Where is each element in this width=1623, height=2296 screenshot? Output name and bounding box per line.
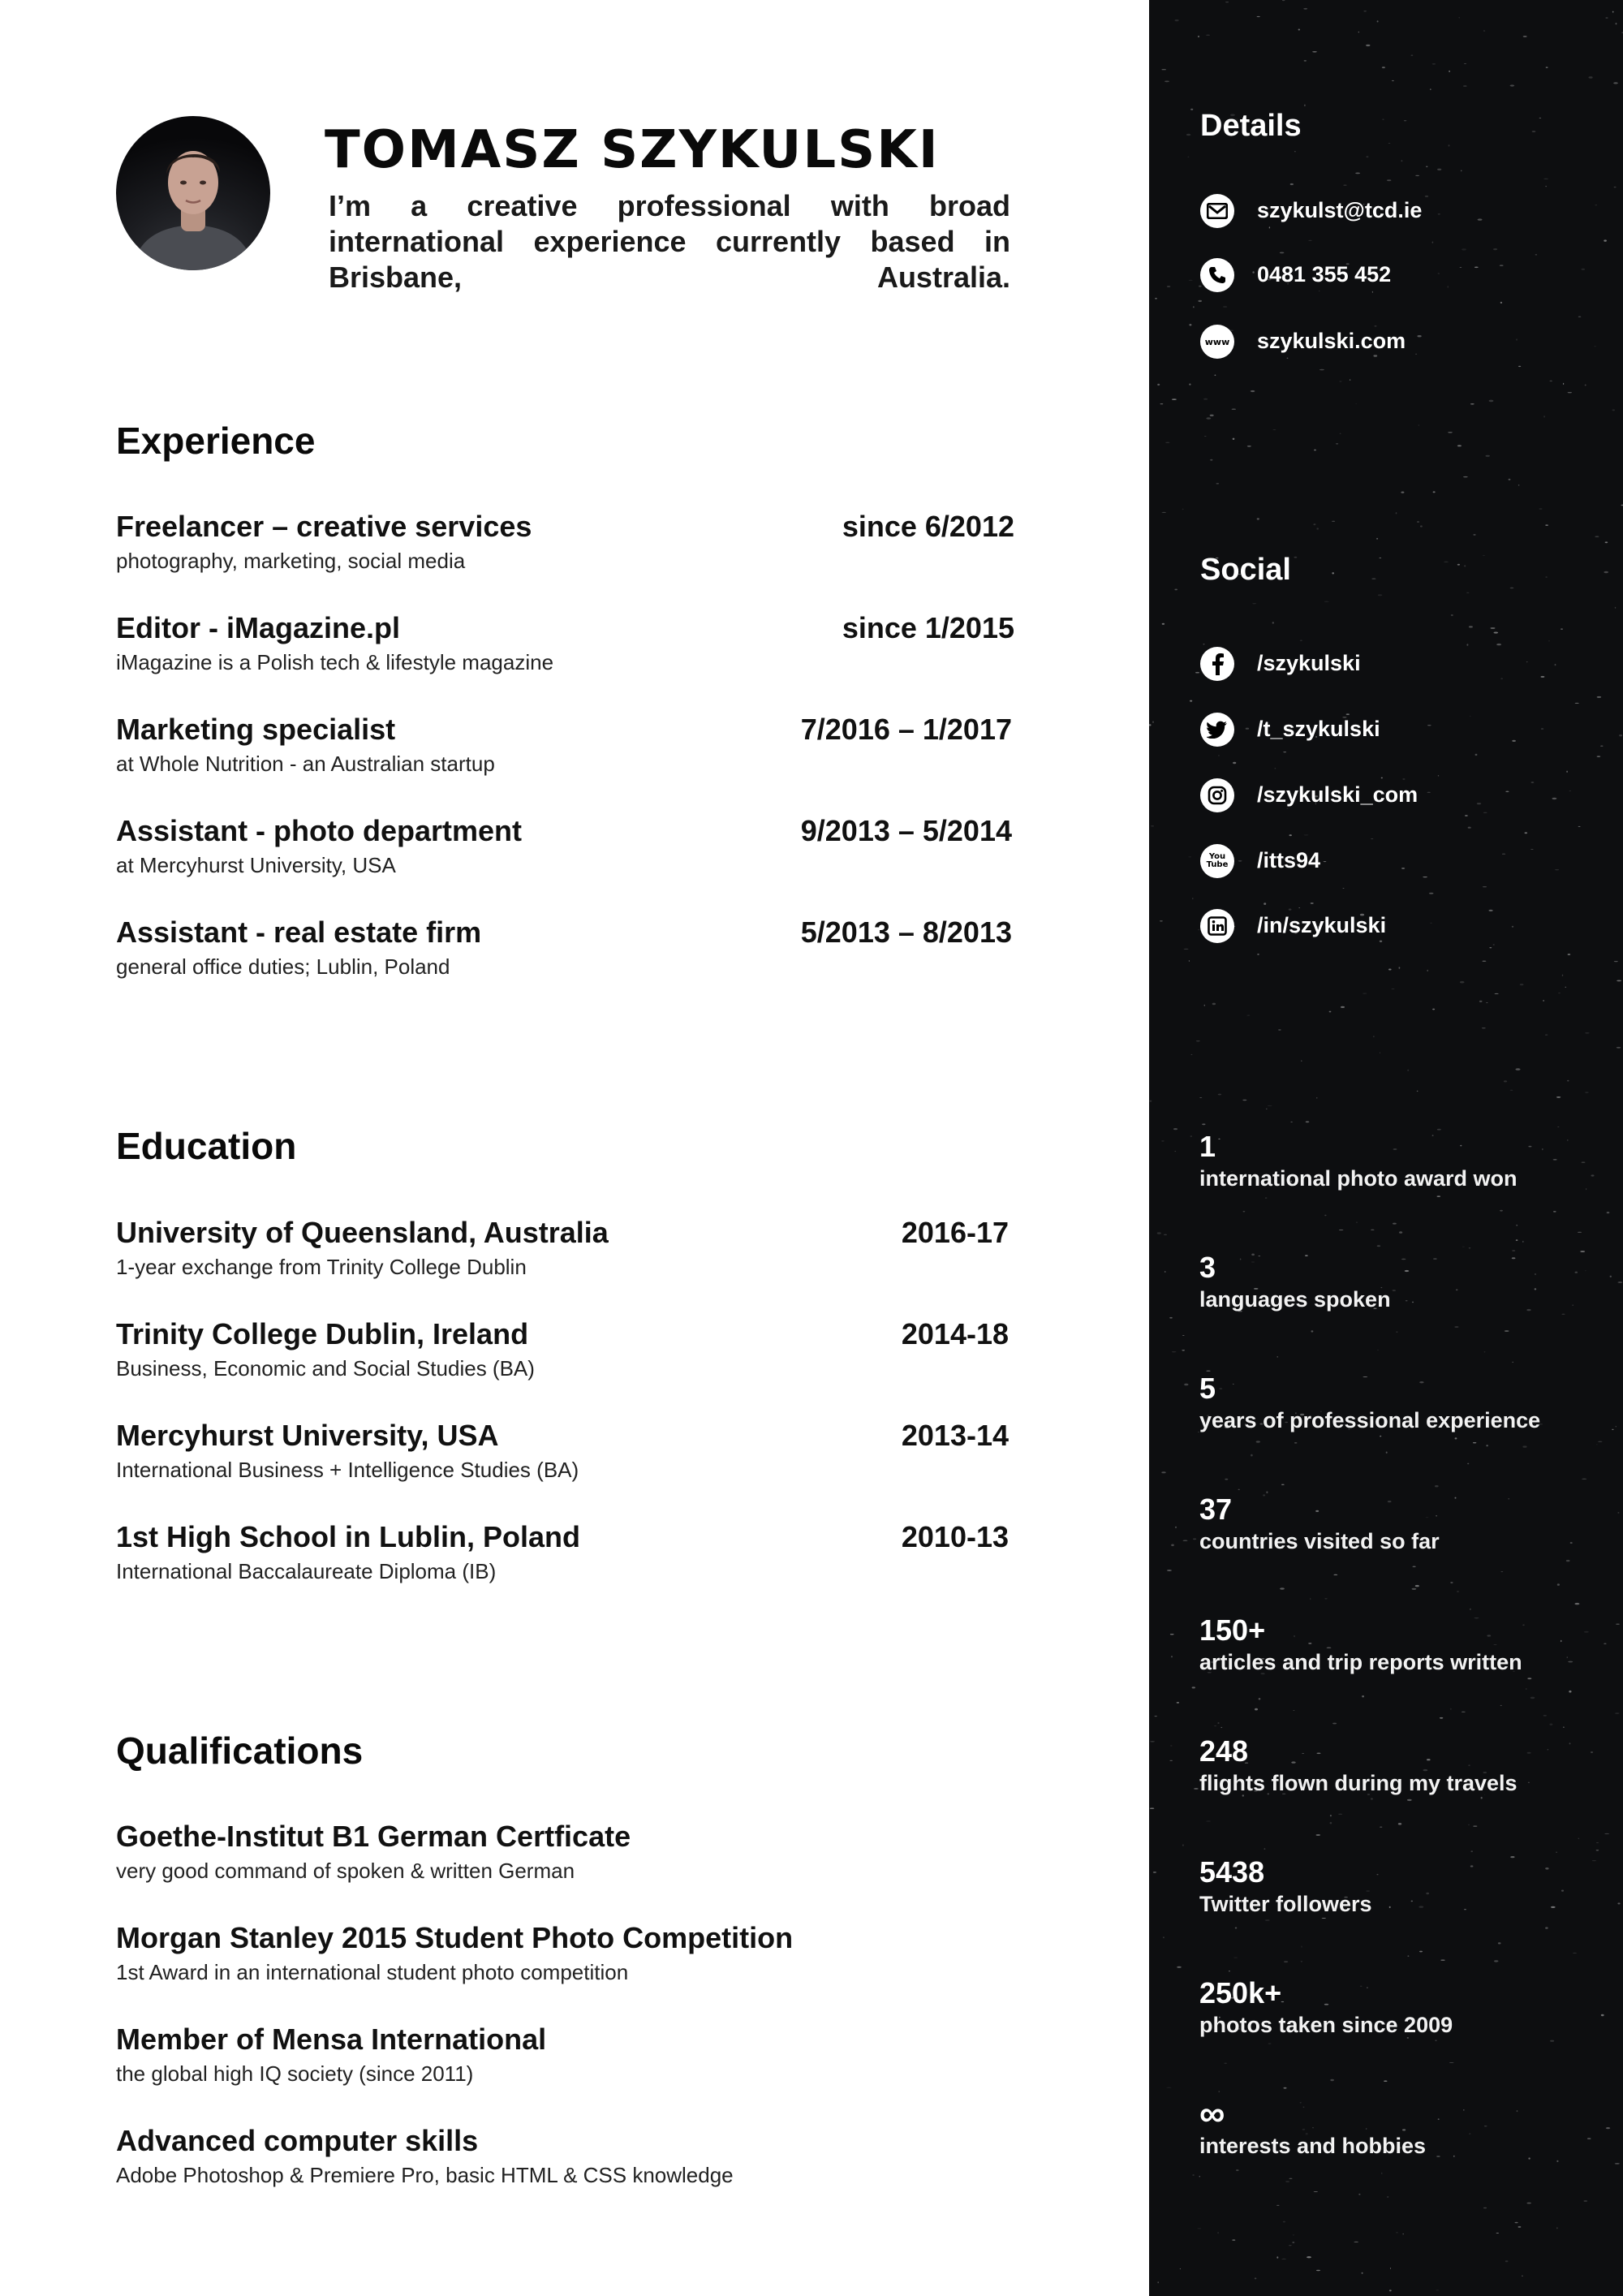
entry-title: Member of Mensa International	[116, 2022, 547, 2056]
social-heading: Social	[1200, 553, 1291, 587]
stat-item	[1199, 1250, 1391, 1313]
entry-title: Editor - iMagazine.pl	[116, 611, 401, 644]
youtube-handle: /itts94	[1257, 848, 1321, 872]
youtube-icon: You Tube	[1200, 844, 1234, 878]
entry-date: 9/2013 – 5/2014	[800, 814, 1012, 847]
experience-entry	[116, 915, 1012, 989]
entry-description: iMagazine is a Polish tech & lifestyle magazine	[116, 650, 554, 674]
stat-value: ∞	[1199, 2094, 1225, 2134]
stat-value: 37	[1199, 1493, 1233, 1526]
qualification-entry	[116, 1921, 1012, 1994]
stat-item	[1199, 1975, 1453, 2039]
qualifications-heading: Qualifications	[116, 1730, 364, 1772]
stat-label: international photo award won	[1199, 1166, 1518, 1191]
entry-title: Assistant - photo department	[116, 814, 523, 847]
entry-title: Advanced computer skills	[116, 2124, 479, 2157]
entry-description: general office duties; Lublin, Poland	[116, 954, 450, 979]
stat-label: years of professional experience	[1199, 1408, 1541, 1432]
education-entry	[116, 1216, 1012, 1289]
facebook-handle: /szykulski	[1257, 651, 1361, 675]
phone-text: 0481 355 452	[1257, 262, 1392, 286]
entry-description: International Baccalaureate Diploma (IB)	[116, 1559, 497, 1583]
entry-title: Assistant - real estate firm	[116, 915, 482, 949]
entry-description: 1-year exchange from Trinity College Dublin	[116, 1255, 527, 1279]
education-entry	[116, 1520, 1012, 1593]
entry-title: 1st High School in Lublin, Poland	[116, 1520, 580, 1553]
stat-value: 3	[1199, 1251, 1216, 1284]
stat-label: articles and trip reports written	[1199, 1650, 1522, 1674]
stat-label: interests and hobbies	[1199, 2134, 1427, 2158]
stat-value: 248	[1199, 1734, 1249, 1768]
instagram-handle: /szykulski_com	[1257, 782, 1419, 807]
stat-value: 5	[1199, 1372, 1216, 1405]
stat-value: 250k+	[1199, 1976, 1282, 2010]
stat-item	[1199, 1613, 1522, 1676]
entry-description: Business, Economic and Social Studies (BA)	[116, 1356, 535, 1381]
stat-label: languages spoken	[1199, 1287, 1391, 1312]
website-text: szykulski.com	[1257, 329, 1406, 353]
linkedin-handle: /in/szykulski	[1257, 913, 1387, 937]
experience-entry	[116, 814, 1012, 887]
stat-label: Twitter followers	[1199, 1892, 1372, 1916]
entry-title: Marketing specialist	[116, 713, 396, 746]
sidebar	[1149, 0, 1623, 2296]
entry-date: 2016-17	[901, 1216, 1009, 1249]
experience-heading: Experience	[116, 420, 316, 462]
entry-title: Morgan Stanley 2015 Student Photo Competition	[116, 1921, 794, 1954]
email-text: szykulst@tcd.ie	[1257, 198, 1423, 222]
qualification-entry	[116, 2022, 1012, 2096]
entry-description: at Whole Nutrition - an Australian startup	[116, 752, 495, 776]
entry-date: 2013-14	[901, 1419, 1009, 1452]
instagram-icon	[1200, 778, 1234, 812]
entry-description: very good command of spoken & written German	[116, 1859, 575, 1883]
education-entry	[116, 1419, 1012, 1492]
facebook-icon	[1200, 647, 1234, 681]
entry-title: Goethe-Institut B1 German Certficate	[116, 1820, 631, 1853]
stat-label: photos taken since 2009	[1199, 2013, 1453, 2037]
entry-description: 1st Award in an international student photo competition	[116, 1960, 629, 1984]
stat-item	[1199, 1854, 1372, 1918]
entry-date: 2010-13	[901, 1520, 1009, 1553]
stat-value: 1	[1199, 1130, 1216, 1163]
stat-item	[1199, 2096, 1426, 2160]
entry-description: the global high IQ society (since 2011)	[116, 2061, 474, 2086]
profile-photo	[116, 116, 270, 270]
stat-item	[1199, 1371, 1540, 1434]
experience-entry	[116, 510, 1012, 583]
qualification-entry	[116, 2124, 1012, 2197]
entry-date: 2014-18	[901, 1317, 1009, 1350]
entry-title: University of Queensland, Australia	[116, 1216, 609, 1249]
stat-item	[1199, 1734, 1518, 1797]
entry-date: 7/2016 – 1/2017	[800, 713, 1012, 746]
stat-value: 5438	[1199, 1855, 1265, 1889]
qualification-entry	[116, 1820, 1012, 1893]
education-entry	[116, 1317, 1012, 1390]
entry-description: International Business + Intelligence Studies (BA)	[116, 1458, 579, 1482]
stat-label: flights flown during my travels	[1199, 1771, 1518, 1795]
mail-icon	[1200, 194, 1234, 228]
tagline: I’m a creative professional with broad international experience currently based in Brisbane, Australia.	[329, 189, 1010, 294]
twitter-icon	[1200, 713, 1234, 747]
phone-icon	[1200, 258, 1234, 292]
entry-date: 5/2013 – 8/2013	[800, 915, 1012, 949]
entry-title: Mercyhurst University, USA	[116, 1419, 499, 1452]
experience-entry	[116, 713, 1012, 786]
details-heading: Details	[1200, 109, 1302, 143]
entry-description: photography, marketing, social media	[116, 549, 466, 573]
entry-date: since 1/2015	[842, 611, 1014, 644]
person-silhouette-icon	[116, 116, 270, 270]
entry-title: Freelancer – creative services	[116, 510, 532, 543]
stat-value: 150+	[1199, 1613, 1266, 1647]
web-icon: www	[1200, 325, 1234, 359]
twitter-handle: /t_szykulski	[1257, 717, 1380, 741]
stat-item	[1199, 1129, 1518, 1192]
entry-description: at Mercyhurst University, USA	[116, 853, 396, 877]
experience-entry	[116, 611, 1012, 684]
linkedin-icon	[1200, 909, 1234, 943]
entry-date: since 6/2012	[842, 510, 1014, 543]
entry-description: Adobe Photoshop & Premiere Pro, basic HTML & CSS knowledge	[116, 2163, 734, 2187]
stat-item	[1199, 1492, 1440, 1555]
stat-label: countries visited so far	[1199, 1529, 1440, 1553]
education-heading: Education	[116, 1125, 297, 1167]
entry-title: Trinity College Dublin, Ireland	[116, 1317, 529, 1350]
person-name: TOMASZ SZYKULSKI	[325, 120, 940, 180]
